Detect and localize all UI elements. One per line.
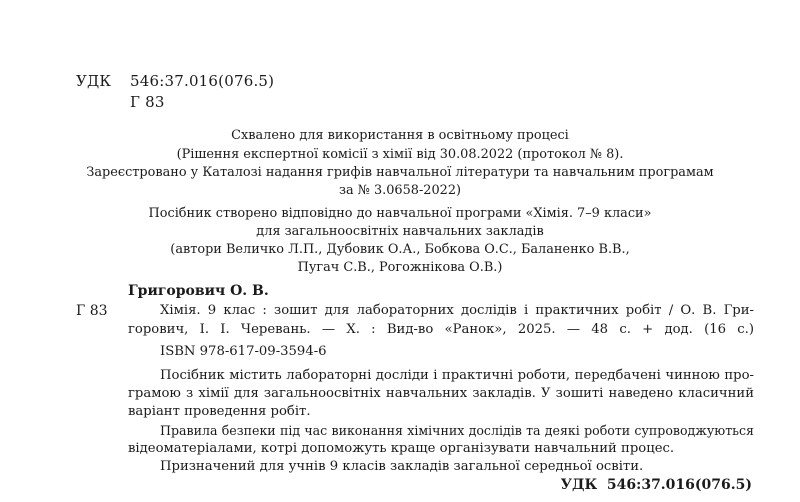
program-line-3: (автори Величко Л.П., Дубовик О.А., Бобкова О.С., Баланенко В.В., bbox=[170, 242, 630, 257]
record-title-text-2: горович, І. І. Черевань. — Х. : Вид-во «Ранок», 2025. — 48 с. + дод. (16 с.) bbox=[128, 322, 754, 337]
isbn: ISBN 978-617-09-3594-6 bbox=[160, 344, 327, 359]
program-line-2: для загальноосвітніх навчальних закладів bbox=[256, 224, 544, 239]
record-title-line-2 bbox=[128, 322, 754, 337]
bbk-index: Г 83 bbox=[130, 93, 165, 111]
approval-line-2: (Рішення експертної комісії з хімії від 30.08.2022 (протокол № 8). bbox=[176, 147, 624, 162]
approval-line-3: Зареєстровано у Каталозі надання грифів навчальної літератури та навчальним програмам bbox=[86, 165, 714, 180]
annotation-p3-line-1: Призначений для учнів 9 класів закладів загальної середньої освіти. bbox=[160, 459, 644, 474]
program-line-4: Пугач С.В., Рогожнікова О.В.) bbox=[297, 260, 503, 275]
footer-udk: УДК 546:37.016(076.5) bbox=[560, 477, 752, 493]
annotation-p2-line-1 bbox=[160, 423, 754, 438]
approval-line-4: за № 3.0658-2022) bbox=[338, 183, 462, 198]
udk-code: 546:37.016(076.5) bbox=[130, 72, 275, 90]
annotation-p1-line-3: варіант проведення робіт. bbox=[128, 404, 311, 419]
author-heading: Григорович О. В. bbox=[128, 283, 269, 299]
annotation-p2-line-2: відеоматеріалами, котрі допоможуть краще організувати навчальний процес. bbox=[128, 441, 675, 456]
annotation-p1-line-1 bbox=[160, 368, 754, 383]
record-index: Г 83 bbox=[76, 303, 108, 319]
annotation-p1-text-1: Посібник містить лабораторні досліди і практичні роботи, передбачені чинною про- bbox=[160, 368, 754, 383]
annotation-p1-text-2: грамою з хімії для загальноосвітніх навчальних закладів. У зошиті наведено класичний bbox=[128, 386, 754, 401]
program-line-1: Посібник створено відповідно до навчальної програми «Хімія. 7–9 класи» bbox=[148, 206, 652, 221]
annotation-p1-line-2 bbox=[128, 386, 754, 401]
udk-label: УДК bbox=[76, 72, 112, 90]
approval-line-1: Схвалено для використання в освітньому процесі bbox=[231, 128, 569, 143]
record-title-text-1: Хімія. 9 клас : зошит для лабораторних дослідів і практичних робіт / О. В. Гри- bbox=[160, 303, 754, 318]
record-title-line-1 bbox=[160, 303, 754, 318]
annotation-p2-text-1: Правила безпеки під час виконання хімічних дослідів та деякі роботи супроводжуються bbox=[160, 423, 754, 438]
